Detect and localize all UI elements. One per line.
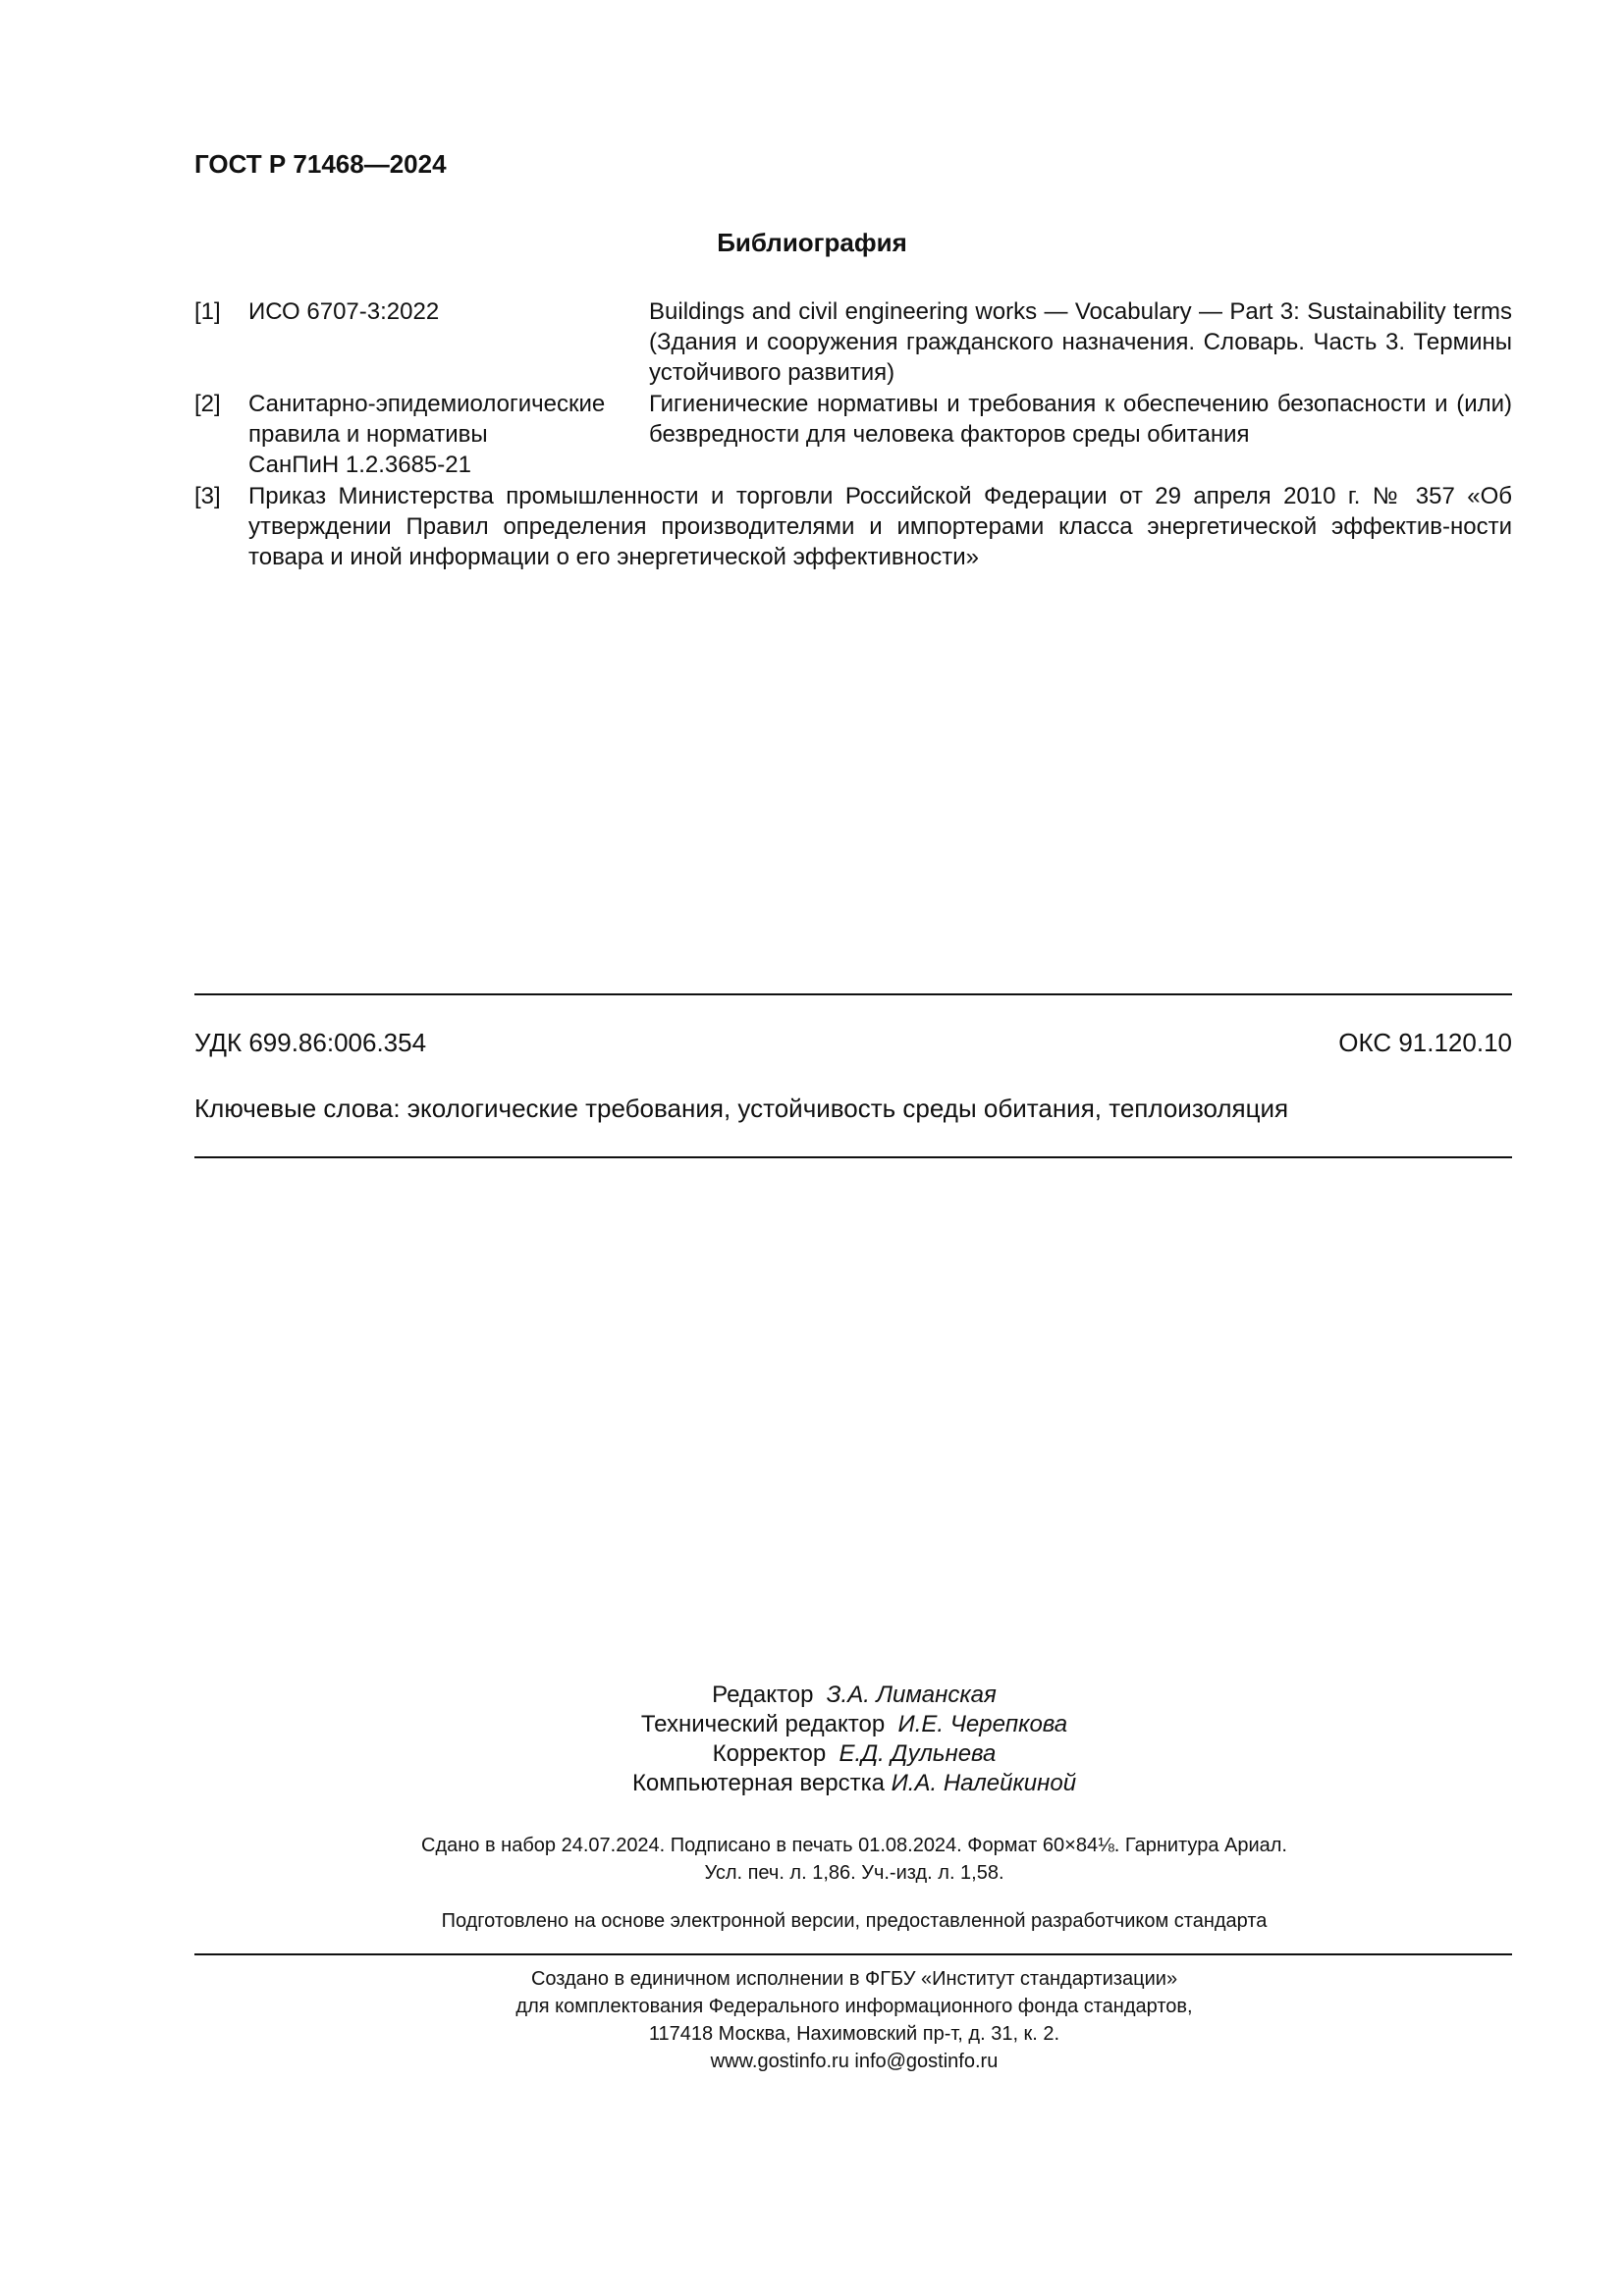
bibliography-entry-description: Buildings and civil engineering works — Vocabulary — Part 3: Sustainability terms (Здания и сооружения гражданского назначения. Словарь. Часть 3. Термины устойчивого развития) <box>649 298 1512 386</box>
publisher-line: для комплектования Федерального информационного фонда стандартов, <box>515 1996 1193 2017</box>
credit-person: И.Е. Черепкова <box>897 1711 1068 1737</box>
credit-person: З.А. Лиманская <box>826 1682 997 1708</box>
credit-label: Компьютерная верстка <box>631 1770 885 1796</box>
bibliography-entry-description: Гигиенические нормативы и требования к обеспечению безопасности и (или) безвредности для человека факторов среды обитания <box>649 391 1512 448</box>
print-info <box>0 1832 1624 1887</box>
print-info-line: Усл. печ. л. 1,86. Уч.-изд. л. 1,58. <box>704 1862 1004 1884</box>
oks-code: ОКС 91.120.10 <box>1338 1028 1512 1057</box>
bibliography-title: Библиография <box>717 228 907 257</box>
bibliography-entry-source <box>248 296 631 327</box>
publisher-line: www.gostinfo.ru info@gostinfo.ru <box>710 2051 999 2072</box>
print-info-line: Сдано в набор 24.07.2024. Подписано в печать 01.08.2024. Формат 60×84⅛. Гарнитура Ариал. <box>421 1835 1287 1856</box>
credit-person: И.А. Налейкиной <box>891 1770 1077 1796</box>
credit-label: Редактор <box>712 1682 814 1708</box>
keywords: Ключевые слова: экологические требования, устойчивость среды обитания, теплоизоляция <box>194 1094 1289 1123</box>
publisher-line: 117418 Москва, Нахимовский пр-т, д. 31, к. 2. <box>648 2023 1060 2045</box>
udk-code: УДК 699.86:006.354 <box>194 1028 427 1057</box>
divider-top <box>194 993 1512 995</box>
credit-layout <box>0 1769 1624 1798</box>
document-code: ГОСТ Р 71468—2024 <box>194 149 447 179</box>
publisher-line: Создано в единичном исполнении в ФГБУ «Институт стандартизации» <box>530 1968 1178 1990</box>
source-line: Санитарно-эпидемиологические <box>248 391 606 417</box>
credit-label: Корректор <box>712 1740 827 1767</box>
credit-label: Технический редактор <box>640 1711 886 1737</box>
credit-person: Е.Д. Дульнева <box>839 1740 997 1767</box>
credit-tech-editor <box>0 1710 1624 1739</box>
divider-bottom <box>194 1156 1512 1158</box>
prepared-note: Подготовлено на основе электронной версии, предоставленной разработчиком стандарта <box>441 1910 1268 1932</box>
credits-block <box>0 1681 1624 1798</box>
divider-publisher <box>194 1953 1512 1955</box>
bibliography-entry-number: [2] <box>194 391 221 417</box>
publisher-block <box>0 1965 1624 2075</box>
bibliography-entry-number: [1] <box>194 298 221 325</box>
bibliography-entry-number: [3] <box>194 483 221 509</box>
credit-corrector <box>0 1739 1624 1769</box>
source-line: правила и нормативы <box>248 421 488 448</box>
credit-editor <box>0 1681 1624 1710</box>
source-line: СанПиН 1.2.3685-21 <box>248 452 471 478</box>
source-line: ИСО 6707-3:2022 <box>248 298 440 325</box>
bibliography-entry-text: Приказ Министерства промышленности и торговли Российской Федерации от 29 апреля 2010 г. № 357 «Об утверждении Правил определения производителями и импортерами класса энергетической эффектив-ности товара и иной информации о его энергетической эффективности» <box>248 483 1512 570</box>
bibliography-entry-source <box>248 389 631 480</box>
